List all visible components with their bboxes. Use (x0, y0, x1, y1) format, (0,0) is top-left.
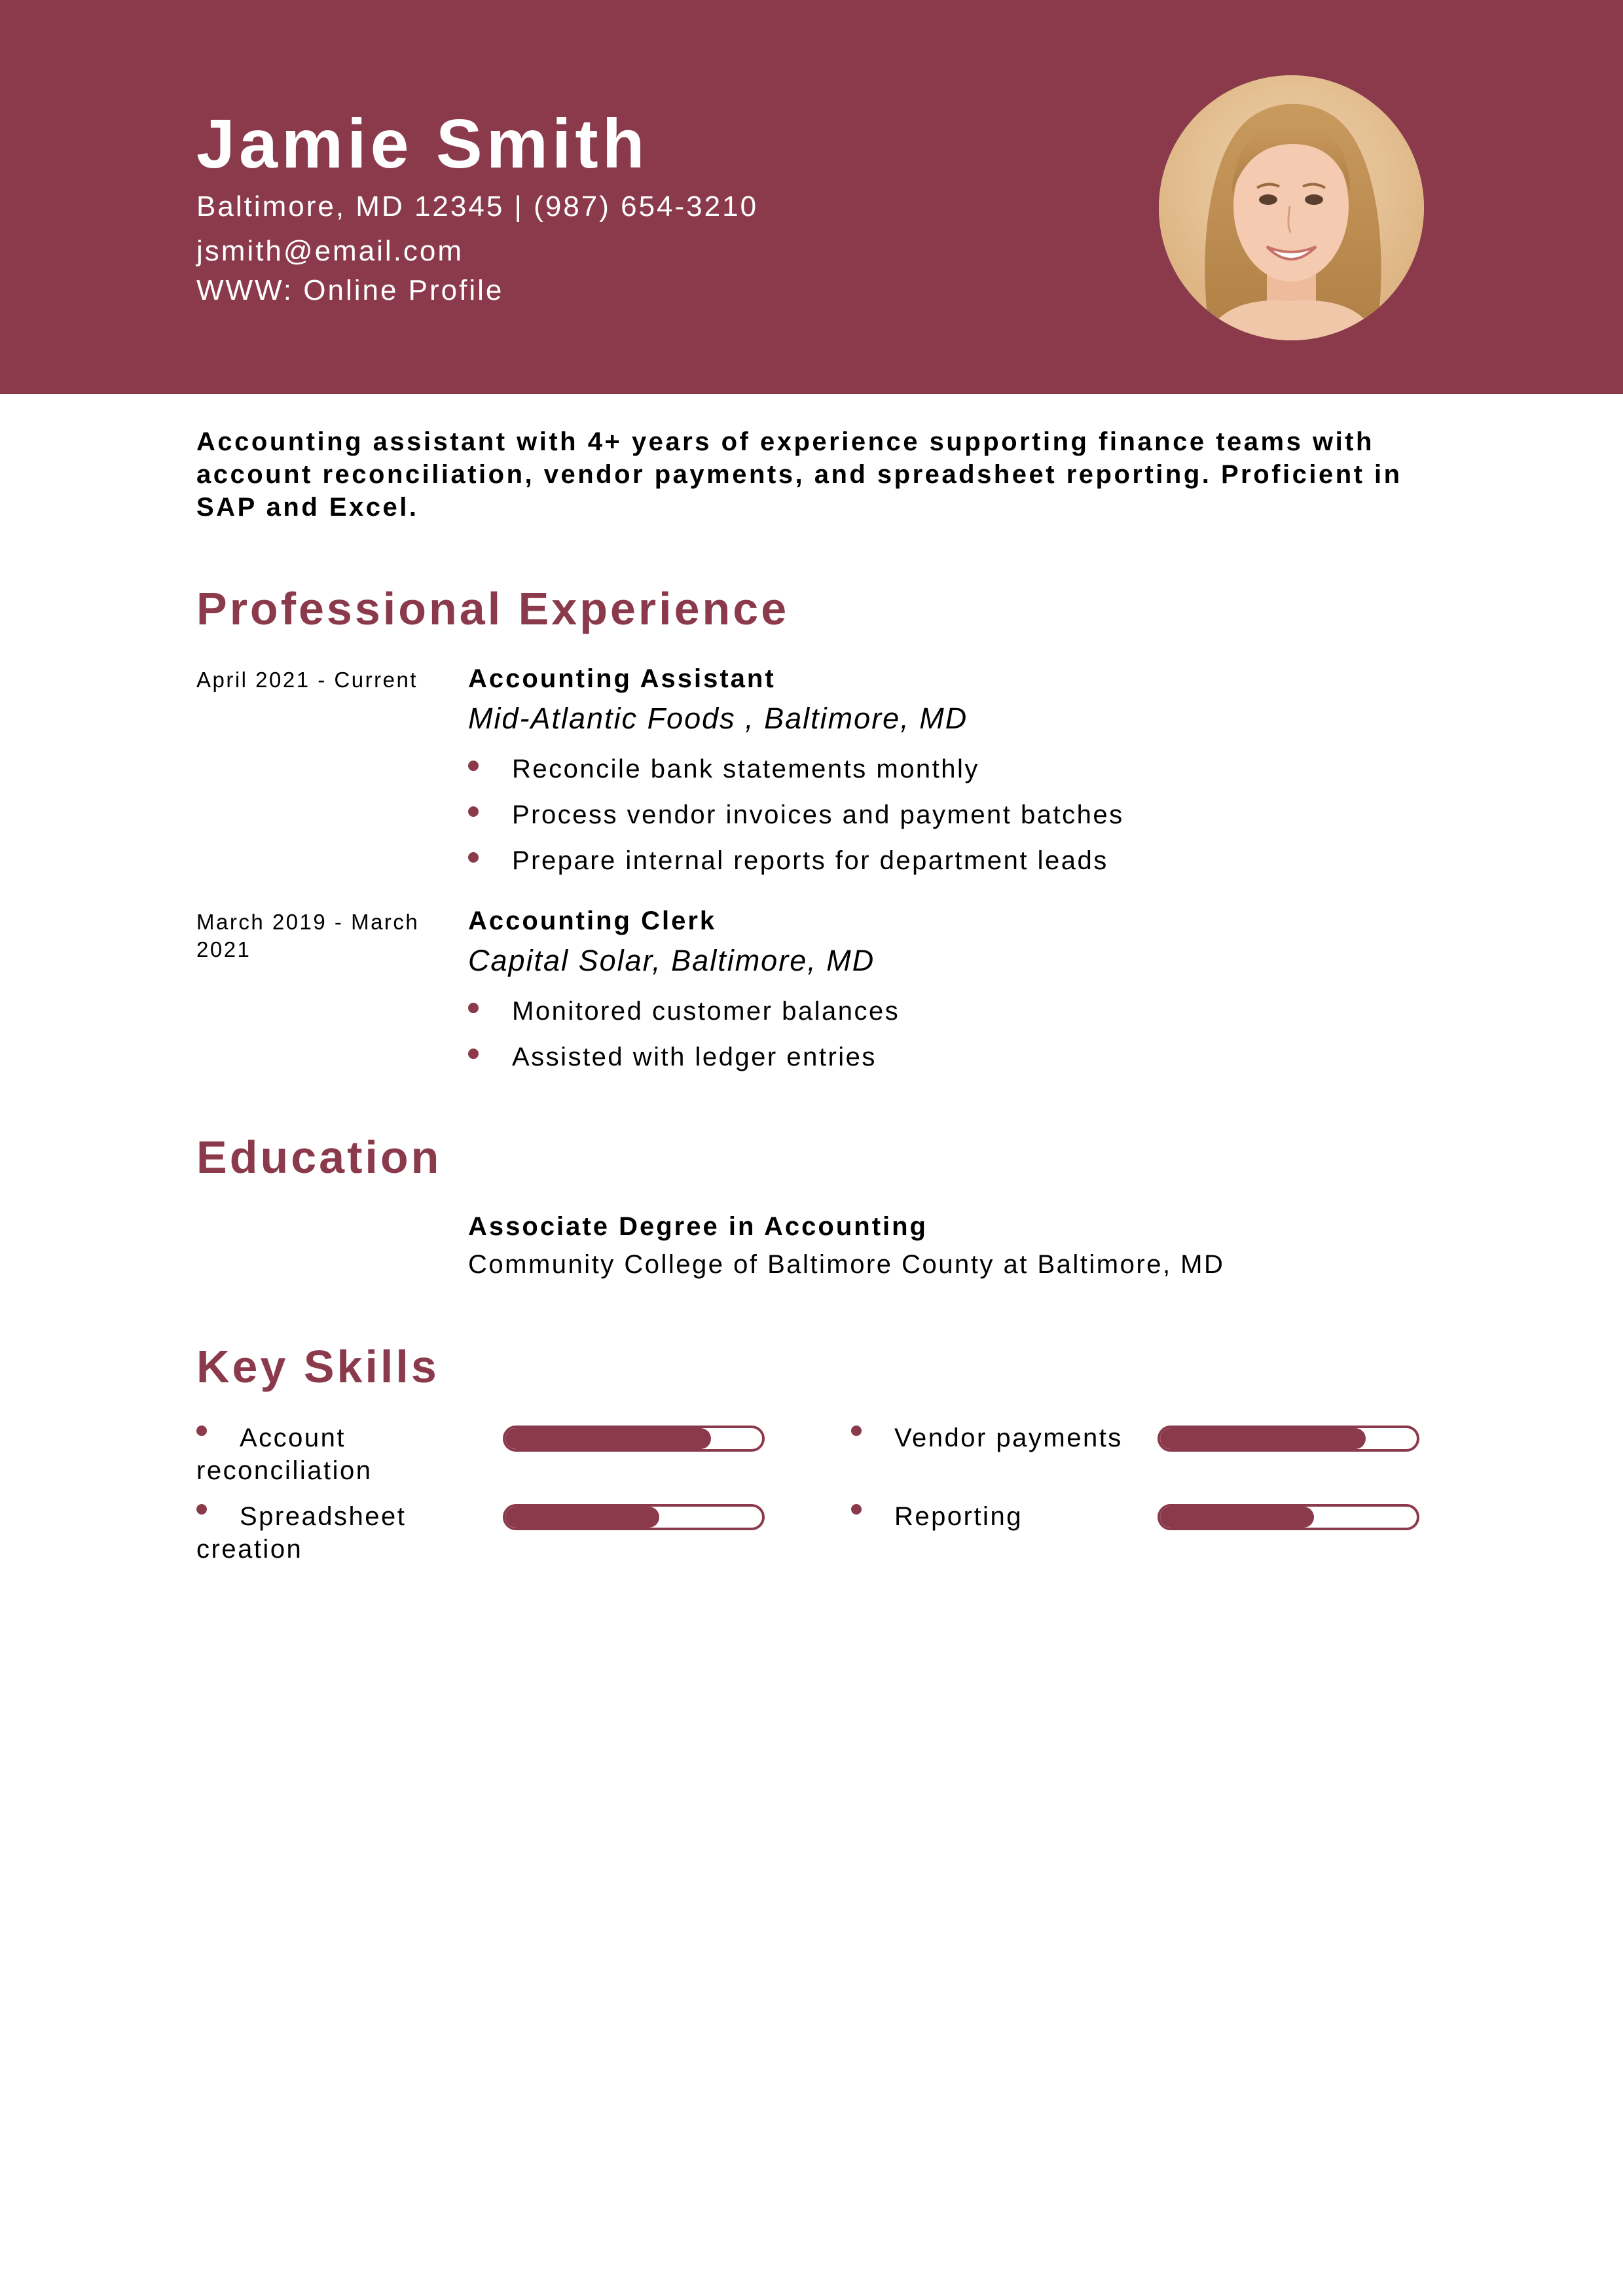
bullet-icon (851, 1426, 862, 1436)
education-heading: Education (196, 1132, 442, 1183)
job-duties-list (468, 988, 900, 1080)
list-item: Process vendor invoices and payment batches (468, 792, 1124, 838)
skill-level-bar (503, 1426, 765, 1452)
job-company: Capital Solar, Baltimore, MD (468, 944, 875, 977)
job-title: Accounting Clerk (468, 906, 717, 935)
bullet-icon (196, 1426, 207, 1436)
job-duties-list (468, 746, 1124, 884)
bullet-icon (468, 1003, 479, 1013)
location-phone: Baltimore, MD 12345 | (987) 654-3210 (196, 190, 759, 223)
experience-heading: Professional Experience (196, 583, 790, 634)
website-link[interactable]: WWW: Online Profile (196, 274, 504, 306)
candidate-name: Jamie Smith (196, 105, 649, 183)
list-item: Monitored customer balances (468, 988, 900, 1034)
skill-level-fill (505, 1507, 659, 1528)
list-item: Assisted with ledger entries (468, 1034, 900, 1080)
bullet-icon (468, 761, 479, 771)
bullet-icon (196, 1504, 207, 1515)
professional-summary: Accounting assistant with 4+ years of experience supporting finance teams with account reconciliation, vendor payments, and spreadsheet reporting. Proficient in SAP and Excel. (196, 427, 1402, 522)
job-dates: March 2019 - March 2021 (196, 910, 420, 961)
skill-level-bar (1158, 1504, 1419, 1530)
skill-label: Spreadsheet creation (196, 1502, 407, 1564)
job-title: Accounting Assistant (468, 664, 776, 693)
education-degree: Associate Degree in Accounting (468, 1212, 928, 1241)
job-company: Mid-Atlantic Foods , Baltimore, MD (468, 702, 968, 735)
skills-heading: Key Skills (196, 1341, 439, 1392)
skill-level-fill (505, 1428, 711, 1449)
email-address[interactable]: jsmith@email.com (196, 235, 464, 267)
bullet-icon (851, 1504, 862, 1515)
header-banner (0, 0, 1623, 394)
skill-level-fill (1160, 1428, 1366, 1449)
skill-label: Vendor payments (851, 1422, 1126, 1454)
bullet-icon (468, 852, 479, 863)
list-item: Reconcile bank statements monthly (468, 746, 1124, 792)
job-dates: April 2021 - Current (196, 668, 418, 692)
education-school: Community College of Baltimore County at Baltimore, MD (468, 1250, 1225, 1279)
skill-label: Account reconciliation (196, 1424, 373, 1485)
bullet-icon (468, 1049, 479, 1059)
profile-photo (1159, 75, 1424, 340)
skill-level-bar (503, 1504, 765, 1530)
skill-level-fill (1160, 1507, 1314, 1528)
bullet-icon (468, 806, 479, 817)
list-item: Prepare internal reports for department leads (468, 838, 1124, 884)
skill-label: Reporting (851, 1500, 1126, 1533)
skill-level-bar (1158, 1426, 1419, 1452)
